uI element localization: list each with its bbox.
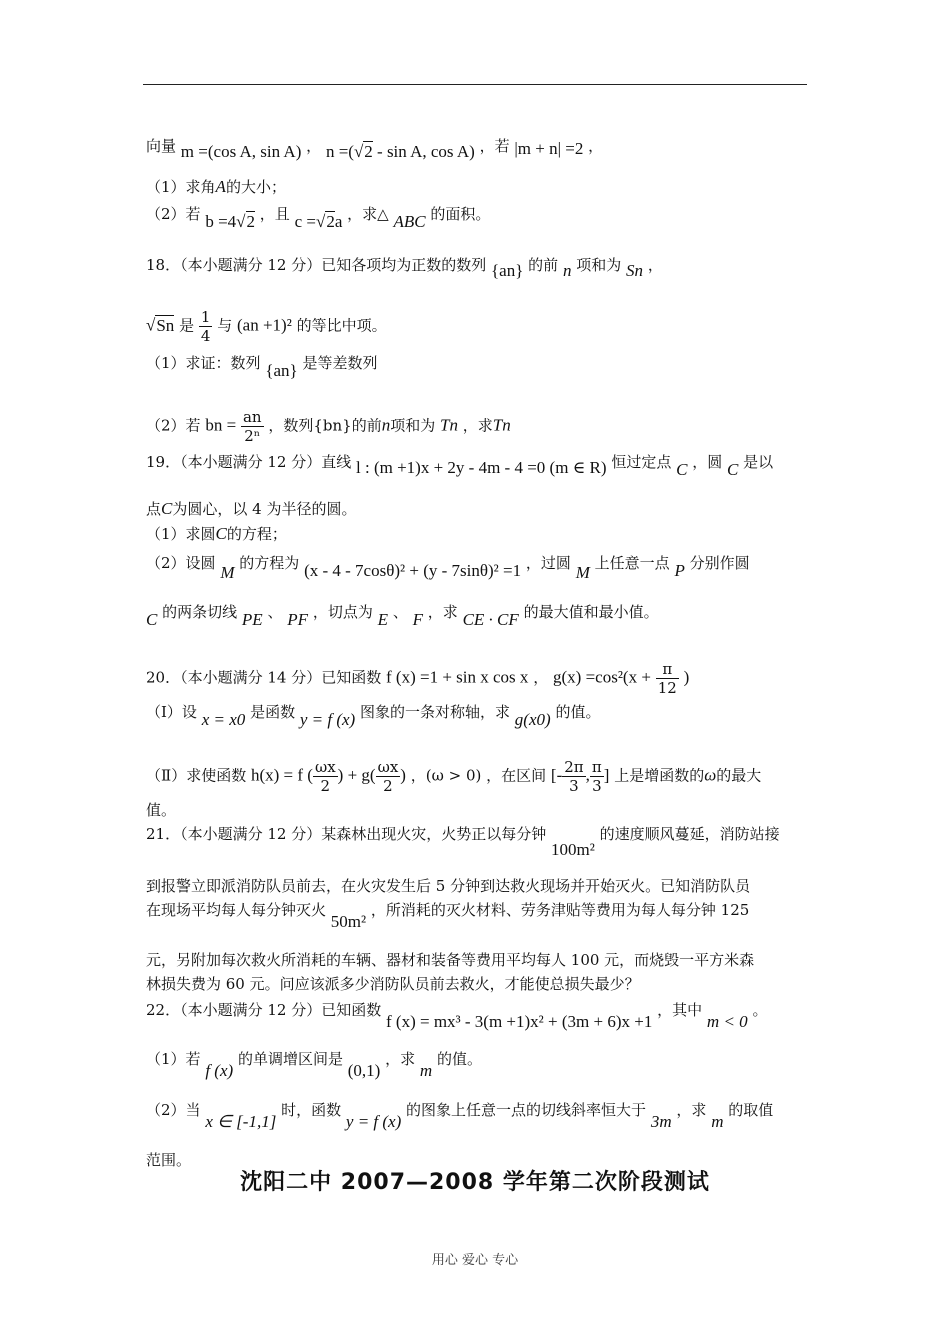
fraction-2pi-over-3: $\frac{2\pi}{3}$	[564, 758, 584, 795]
p21-line1: 21．（本小题满分 12 分）某森林出现火灾，火势正以每分钟 100m² 的速度顺风蔓延，消防站接	[146, 825, 780, 859]
header-rule	[143, 84, 807, 85]
fraction-pi-over-12: $\frac{\pi}{12}$	[657, 660, 677, 697]
fraction-wx-over-2: $\frac{\omega x}{2}$	[314, 758, 336, 795]
fraction-one-quarter: $\frac{1}{4}$	[200, 308, 211, 345]
p19-line5: C 的两条切线 PE 、 PF ，切点为 E 、 F ，求 CE · CF 的最大值和最小值。	[146, 603, 659, 629]
p19-head: 19．（本小题满分 12 分）直线 l : (m +1)x + 2y - 4m - 4 =0 (m ∈ R) 恒过定点 C ，圆 C 是以	[146, 453, 774, 479]
p22-line3: 范围。	[146, 1151, 192, 1169]
fraction-an-over-2n: $\frac{an}{\text{2ⁿ}}$	[242, 408, 262, 445]
section-title: 沈阳二中 2007—2008 学年第二次阶段测试	[240, 1170, 710, 1195]
p19-q1: （1）求圆C的方程；	[146, 524, 287, 543]
p18-q1: （1）求证：数列 {an} 是等差数列	[146, 354, 378, 380]
p22-head: 22．（本小题满分 12 分）已知函数 f (x) = mx³ - 3(m +1)x² + (3m + 6)x +1 ，其中 m < 0 。	[146, 1001, 768, 1031]
p17-q1: （1）求角A的大小；	[146, 177, 286, 196]
p19-line2: 点C为圆心，以 4 为半径的圆。	[146, 499, 357, 518]
p20-line4: 值。	[146, 801, 177, 819]
fraction-wx-over-2-b: $\frac{\omega x}{2}$	[377, 758, 399, 795]
p22-q1: （1）若 f (x) 的单调增区间是 (0,1) ，求 m 的值。	[146, 1050, 482, 1080]
p18-head: 18．（本小题满分 12 分）已知各项均为正数的数列 {an} 的前 n 项和为 Sn ，	[146, 256, 663, 280]
p21-line2: 到报警立即派消防队员前去，在火灾发生后 5 分钟到达救火现场并开始灭火。已知消防队员	[146, 877, 751, 895]
p17-q2: （2）若 b =4√2 ，且 c =√2a ，求△ ABC 的面积。	[146, 205, 491, 231]
p21-line4: 元，另附加每次救火所消耗的车辆、器材和装备等费用平均每人 100 元，而烧毁一平方米森	[146, 951, 755, 969]
p19-q2: （2）设圆 M 的方程为 (x - 4 - 7cosθ)² + (y - 7sinθ)² =1 ，过圆 M 上任意一点 P 分别作圆	[146, 554, 750, 582]
p17-intro-line: 向量 m =(cos A, sin A) ， n =(√2 - sin A, cos A) ，若 |m + n| =2 ，	[146, 137, 604, 161]
p21-line5: 林损失费为 60 元。问应该派多少消防队员前去救火，才能使总损失最少？	[146, 975, 640, 993]
p18-line2: √Sn 是 $\frac{1}{4}$ 与 (an +1)² 的等比中项。	[146, 308, 387, 345]
p20-head: 20．（本小题满分 14 分）已知函数 f (x) =1 + sin x cos x ， g(x) =cos²(x + $\frac{\pi}{12}$ )	[146, 660, 690, 697]
p21-line3: 在现场平均每人每分钟灭火 50m² ，所消耗的灭火材料、劳务津贴等费用为每人每分钟 125	[146, 901, 750, 931]
p22-q2: （2）当 x ∈ [-1,1] 时，函数 y = f (x) 的图象上任意一点的切线斜率恒大于 3m ，求 m 的取值	[146, 1101, 774, 1131]
p20-q1: （Ⅰ）设 x = x0 是函数 y = f (x) 图象的一条对称轴，求 g(x0) 的值。	[146, 703, 601, 729]
p20-q2: （Ⅱ）求使函数 h(x) = f ( $\frac{\omega x}{2}$ ) + g( $\frac{\omega x}{2}$ ) ，(ω > 0) ，在区间 [- $\frac{2\pi}{3}$ , $\frac{\pi}{3}$ ] 上是增函数的ω的最大	[146, 758, 762, 795]
fraction-pi-over-3: $\frac{\pi}{3}$	[591, 758, 602, 795]
page-footer: 用心 爱心 专心	[431, 1253, 519, 1268]
p18-q2: （2）若 bn = $\frac{an}{\text{2ⁿ}}$ ，数列{bn}的前n项和为 Tn ，求Tn	[146, 408, 511, 445]
